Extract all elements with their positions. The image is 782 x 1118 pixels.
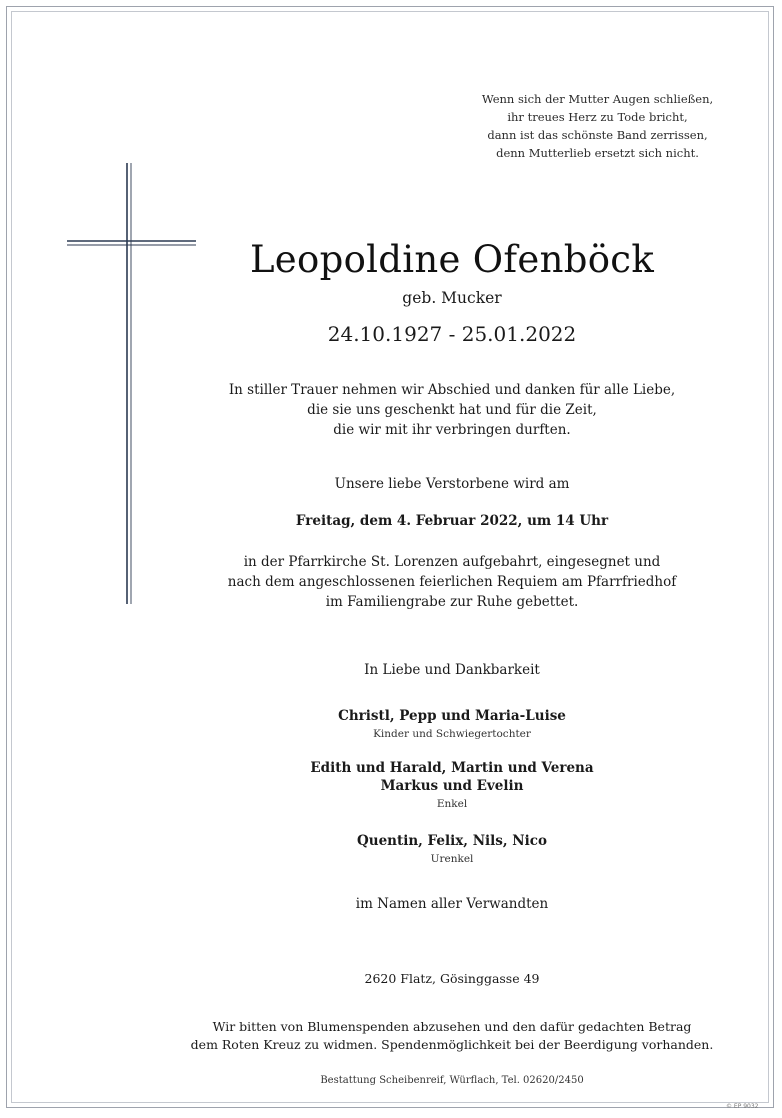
donation-note-line: dem Roten Kreuz zu widmen. Spendenmöglichkeit bei der Beerdigung vorhanden. [190, 1037, 714, 1052]
farewell-line: die wir mit ihr verbringen durften. [333, 422, 571, 438]
mourner-relation: Urenkel [430, 853, 474, 865]
funeral-date-time: Freitag, dem 4. Februar 2022, um 14 Uhr [295, 513, 609, 529]
print-code: © EP 9032 [726, 1103, 759, 1110]
undertaker-info: Bestattung Scheibenreif, Würflach, Tel. 02620/2450 [320, 1075, 584, 1086]
farewell-text [150, 380, 754, 440]
mourner-relation: Enkel [436, 798, 468, 810]
donation-note [150, 1018, 754, 1054]
mourners-closing: im Namen aller Verwandten [355, 896, 549, 912]
funeral-detail-line: im Familiengrabe zur Ruhe gebettet. [325, 594, 579, 610]
funeral-intro: Unsere liebe Verstorbene wird am [334, 476, 570, 492]
maiden-name: geb. Mucker [402, 289, 502, 307]
funeral-detail-line: nach dem angeschlossenen feierlichen Requiem am Pfarrfriedhof [227, 574, 677, 590]
mourner-relation: Kinder und Schwiegertochter [373, 728, 531, 740]
mourner-names: Quentin, Felix, Nils, Nico [357, 833, 547, 849]
poem-line: denn Mutterlieb ersetzt sich nicht. [496, 146, 699, 160]
mourner-names: Markus und Evelin [380, 778, 524, 794]
poem-line: Wenn sich der Mutter Augen schließen, [481, 92, 714, 106]
funeral-detail-line: in der Pfarrkirche St. Lorenzen aufgebahrt, eingesegnet und [243, 554, 661, 570]
farewell-line: In stiller Trauer nehmen wir Abschied und danken für alle Liebe, [228, 382, 676, 398]
funeral-details [150, 552, 754, 612]
deceased-name: Leopoldine Ofenböck [249, 238, 655, 281]
donation-note-line: Wir bitten von Blumenspenden abzusehen und den dafür gedachten Betrag [212, 1019, 692, 1034]
life-dates: 24.10.1927 - 25.01.2022 [327, 322, 577, 346]
poem-line: ihr treues Herz zu Tode bricht, [507, 110, 688, 124]
farewell-line: die sie uns geschenkt hat und für die Zeit, [307, 402, 597, 418]
mourner-names: Christl, Pepp und Maria-Luise [338, 708, 566, 724]
mourner-names: Edith und Harald, Martin und Verena [310, 760, 594, 776]
address: 2620 Flatz, Gösinggasse 49 [364, 971, 540, 986]
mourners-intro: In Liebe und Dankbarkeit [364, 662, 540, 678]
poem-line: dann ist das schönste Band zerrissen, [487, 128, 708, 142]
